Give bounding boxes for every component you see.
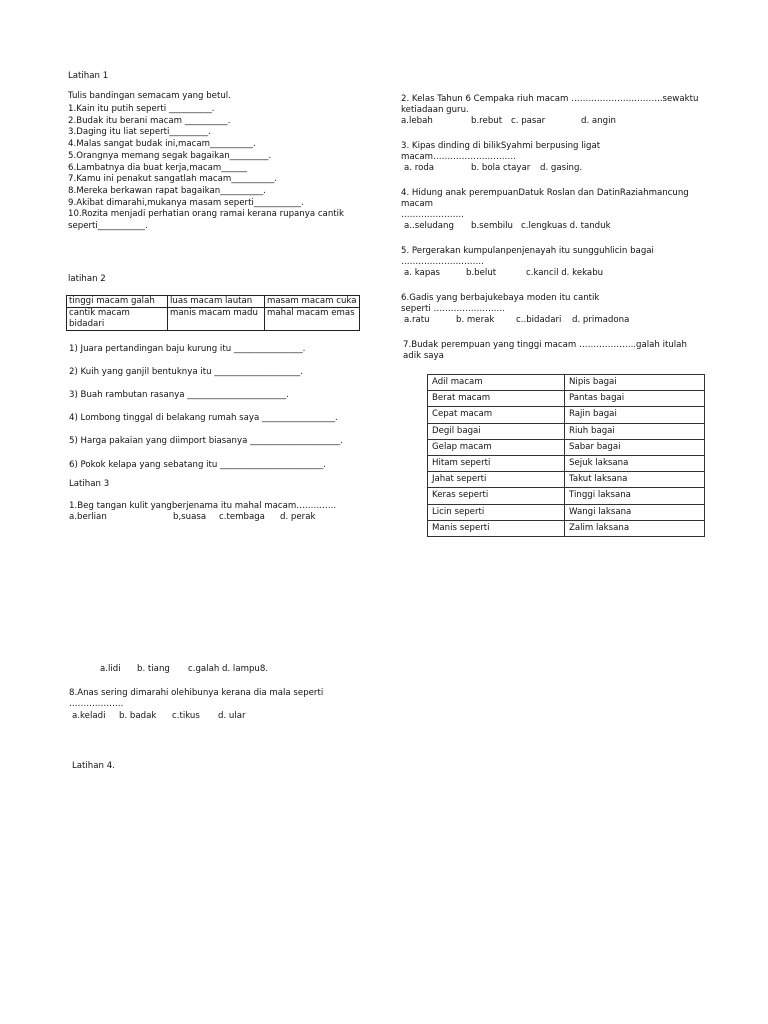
table-cell: Hitam seperti [428, 456, 565, 472]
latihan2-heading: latihan 2 [68, 274, 106, 284]
table-cell: Sabar bagai [565, 439, 705, 455]
table-cell: Sejuk laksana [565, 456, 705, 472]
latihan2-table [66, 295, 360, 331]
question-6 [401, 293, 701, 326]
option-a: a.keladi [72, 711, 106, 721]
latihan4-heading: Latihan 4. [72, 761, 115, 771]
list-item: seperti___________. [68, 221, 148, 232]
table-cell: masam macam cuka [265, 296, 360, 308]
question-text: macam [401, 199, 433, 209]
table-row [428, 504, 705, 520]
list-item: 10.Rozita menjadi perhatian orang ramai kerana rupanya cantik [68, 209, 344, 220]
list-item: 1.Kain itu putih seperti __________. [68, 104, 215, 114]
latihan2-item-5: 5) Harga pakaian yang diimport biasanya _____________________. [69, 436, 344, 446]
option-b: b. merak [456, 315, 495, 325]
table-cell: Tinggi laksana [565, 488, 705, 504]
cell-text: cantik macam bidadari [69, 308, 130, 329]
list-item: 2.Budak itu berani macam __________. [68, 115, 231, 126]
option-c: c.galah d. lampu8. [188, 664, 269, 674]
list-item: 9.Akibat dimarahi,mukanya masam seperti___________. [68, 197, 304, 208]
table-cell: Cepat macam [428, 407, 565, 423]
table-cell: Gelap macam [428, 439, 565, 455]
table-row [428, 472, 705, 488]
latihan2-item-4: 4) Lombong tinggal di belakang rumah saya _________________. [69, 413, 338, 423]
option-a: a. kapas [404, 268, 441, 278]
table-cell: Nipis bagai [565, 375, 705, 391]
list-item: 3.Daging itu liat seperti_________. [68, 127, 211, 138]
question-text: 5. Pergerakan kumpulanpenjenayah itu sungguhlicin bagai [401, 246, 654, 256]
table-cell: Adil macam [428, 375, 565, 391]
table-row [428, 439, 705, 455]
latihan2-item-1: 1) Juara pertandingan baju kurung itu ________________. [69, 344, 306, 354]
table-cell: Riuh bagai [565, 423, 705, 439]
latihan2-item-2: 2) Kuih yang ganjil bentuknya itu ____________________. [69, 367, 303, 377]
question-text: 7.Budak perempuan yang tinggi macam ………………..galah itulah [403, 340, 687, 350]
table-cell: Rajin bagai [565, 407, 705, 423]
latihan2-item-6: 6) Pokok kelapa yang sebatang itu ________________________. [69, 460, 326, 470]
question-text: macam……………………….. [401, 152, 516, 162]
table-row [428, 391, 705, 407]
option-b: b.sembilu [471, 221, 513, 231]
question-3 [401, 141, 701, 174]
list-item: 4.Malas sangat budak ini,macam__________. [68, 139, 256, 150]
option-d: d. perak [280, 512, 316, 522]
table-row [428, 488, 705, 504]
question-text: ……………………….. [401, 257, 484, 267]
latihan1-instruction: Tulis bandingan semacam yang betul. [68, 91, 231, 101]
options-row [401, 268, 701, 279]
option-c: c.tembaga [219, 512, 265, 522]
option-b: b.belut [466, 268, 497, 278]
question-7 [403, 340, 687, 362]
question-text: seperti ……………………. [401, 304, 506, 314]
table-row [67, 296, 360, 308]
table-row [428, 375, 705, 391]
question-text: 4. Hidung anak perempuanDatuk Roslan dan DatinRaziahmancung [401, 188, 689, 198]
option-b: b. tiang [137, 664, 170, 674]
table-cell: Zalim laksana [565, 520, 705, 536]
question-text: ketiadaan guru. [401, 105, 469, 115]
bandingan-table [427, 374, 705, 537]
options-row [401, 221, 701, 232]
table-cell [67, 308, 168, 331]
option-c: c.kancil d. kekabu [526, 268, 604, 278]
option-c: c..bidadari [516, 315, 562, 325]
table-row [428, 423, 705, 439]
options-row [401, 163, 701, 174]
latihan3-heading: Latihan 3 [69, 479, 110, 489]
option-d: d. primadona [572, 315, 630, 325]
table-cell: Degil bagai [428, 423, 565, 439]
latihan3-q8-text: 8.Anas sering dimarahi olehibunya kerana dia mala seperti [69, 688, 324, 698]
table-cell: Manis seperti [428, 520, 565, 536]
table-cell: Pantas bagai [565, 391, 705, 407]
option-a: a. roda [404, 163, 435, 173]
table-cell: Wangi laksana [565, 504, 705, 520]
table-cell: Jahat seperti [428, 472, 565, 488]
option-a: a.lebah [401, 116, 433, 126]
question-4 [401, 188, 701, 232]
table-cell: Berat macam [428, 391, 565, 407]
question-2 [401, 94, 701, 127]
option-b: b,suasa [173, 512, 207, 522]
option-b: b. badak [119, 711, 157, 721]
list-item: 7.Kamu ini penakut sangatlah macam__________. [68, 174, 277, 185]
question-text: …………………. [401, 210, 464, 220]
option-c: c.lengkuas d. tanduk [521, 221, 611, 231]
table-row [428, 407, 705, 423]
option-d: d. ular [218, 711, 246, 721]
option-a: a.berlian [69, 512, 107, 522]
option-d: d. angin [581, 116, 616, 126]
latihan3-q8-dots: ………………. [69, 699, 124, 709]
options-row [401, 116, 701, 127]
options-row [401, 315, 701, 326]
latihan1-items [68, 104, 344, 233]
table-row [428, 456, 705, 472]
option-a: a.lidi [100, 664, 121, 674]
question-5 [401, 246, 701, 279]
list-item: 8.Mereka berkawan rapat bagaikan__________. [68, 185, 266, 196]
question-text: adik saya [403, 351, 444, 361]
table-cell: manis macam madu [168, 308, 265, 331]
option-c: c.tikus [172, 711, 200, 721]
question-text: 6.Gadis yang berbajukebaya moden itu cantik [401, 293, 600, 303]
table-cell: Keras seperti [428, 488, 565, 504]
table-cell: Licin seperti [428, 504, 565, 520]
option-d: d. gasing. [540, 163, 583, 173]
latihan3-q1-text: 1.Beg tangan kulit yangberjenama itu mahal macam………….. [69, 501, 337, 511]
option-b: b. bola ctayar [471, 163, 531, 173]
table-cell: mahal macam emas [265, 308, 360, 331]
list-item: 5.Orangnya memang segak bagaikan_________. [68, 150, 272, 161]
table-row [428, 520, 705, 536]
option-c: c. pasar [511, 116, 546, 126]
option-b: b.rebut [471, 116, 503, 126]
option-a: a.ratu [404, 315, 430, 325]
table-cell: Takut laksana [565, 472, 705, 488]
table-cell: tinggi macam galah [67, 296, 168, 308]
list-item: 6.Lambatnya dia buat kerja,macam______ [68, 162, 248, 173]
table-cell: luas macam lautan [168, 296, 265, 308]
latihan2-item-3: 3) Buah rambutan rasanya _______________________. [69, 390, 289, 400]
question-text: 2. Kelas Tahun 6 Cempaka riuh macam …………………………..sewaktu [401, 94, 699, 104]
table-row [67, 308, 360, 331]
latihan1-heading: Latihan 1 [68, 71, 109, 81]
option-a: a..seludang [404, 221, 454, 231]
question-text: 3. Kipas dinding di bilikSyahmi berpusing ligat [401, 141, 601, 151]
